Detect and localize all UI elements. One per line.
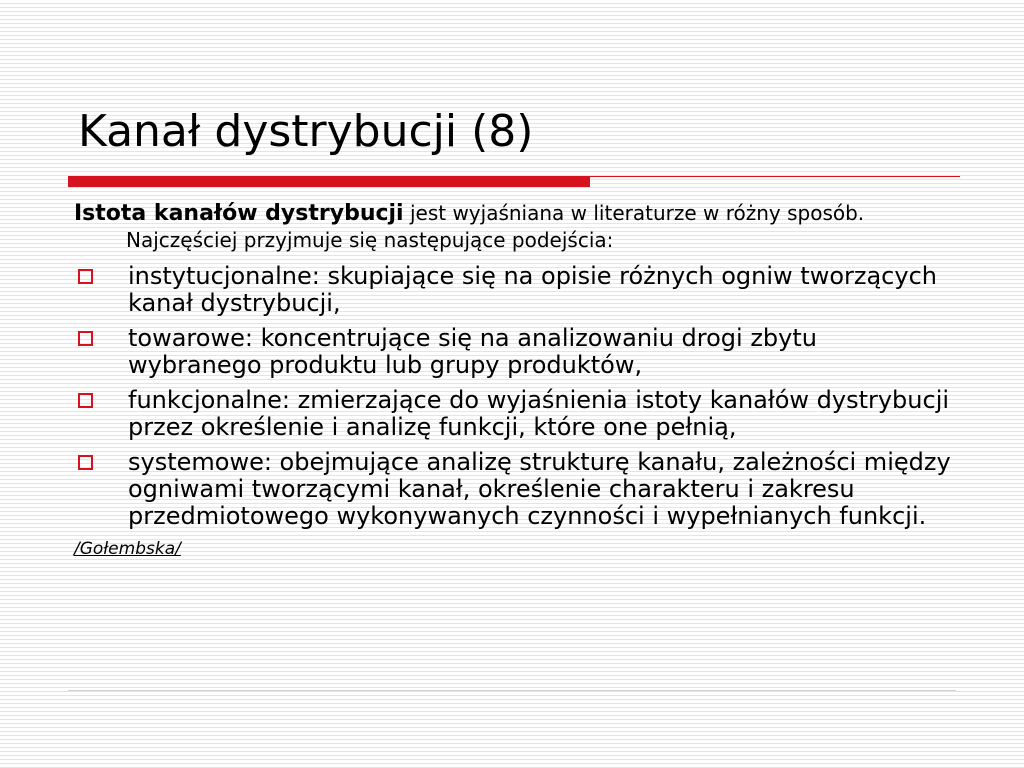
bullet-text: funkcjonalne: zmierzające do wyjaśnienia istoty kanałów dystrybucji przez określenie i analizę funkcji, które one pełnią, bbox=[128, 386, 950, 441]
bullet-list bbox=[74, 263, 954, 530]
bullet-item-commodity bbox=[74, 325, 954, 379]
bullet-text: instytucjonalne: skupiające się na opisie różnych ogniw tworzących kanał dystrybucji, bbox=[128, 262, 937, 317]
bullet-item-functional bbox=[74, 387, 954, 441]
bullet-item-systemic bbox=[74, 449, 954, 530]
title-underline-thick bbox=[68, 176, 590, 187]
intro-text: jest wyjaśniana w literaturze w różny sposób. Najczęściej przyjmuje się następujące podejścia: bbox=[126, 201, 865, 252]
intro-lead: Istota kanałów dystrybucji bbox=[74, 201, 404, 226]
footer-divider bbox=[68, 690, 956, 691]
title-underline-thin bbox=[590, 176, 960, 177]
hollow-square-bullet-icon bbox=[78, 331, 93, 346]
bullet-text: systemowe: obejmujące analizę strukturę kanału, zależności między ogniwami tworzącymi kanał, określenie charakteru i zakresu przedmiotowego wykonywanych czynności i wypełnianych funkcji. bbox=[128, 448, 951, 530]
hollow-square-bullet-icon bbox=[78, 393, 93, 408]
source-citation bbox=[74, 538, 954, 560]
slide-content bbox=[74, 200, 954, 560]
intro-paragraph bbox=[74, 200, 954, 253]
bullet-text: towarowe: koncentrujące się na analizowaniu drogi zbytu wybranego produktu lub grupy produktów, bbox=[128, 324, 817, 379]
bullet-item-institutional bbox=[74, 263, 954, 317]
hollow-square-bullet-icon bbox=[78, 455, 93, 470]
slide-title: Kanał dystrybucji (8) bbox=[78, 106, 534, 157]
source-link[interactable]: /Gołembska/ bbox=[74, 539, 181, 559]
hollow-square-bullet-icon bbox=[78, 269, 93, 284]
